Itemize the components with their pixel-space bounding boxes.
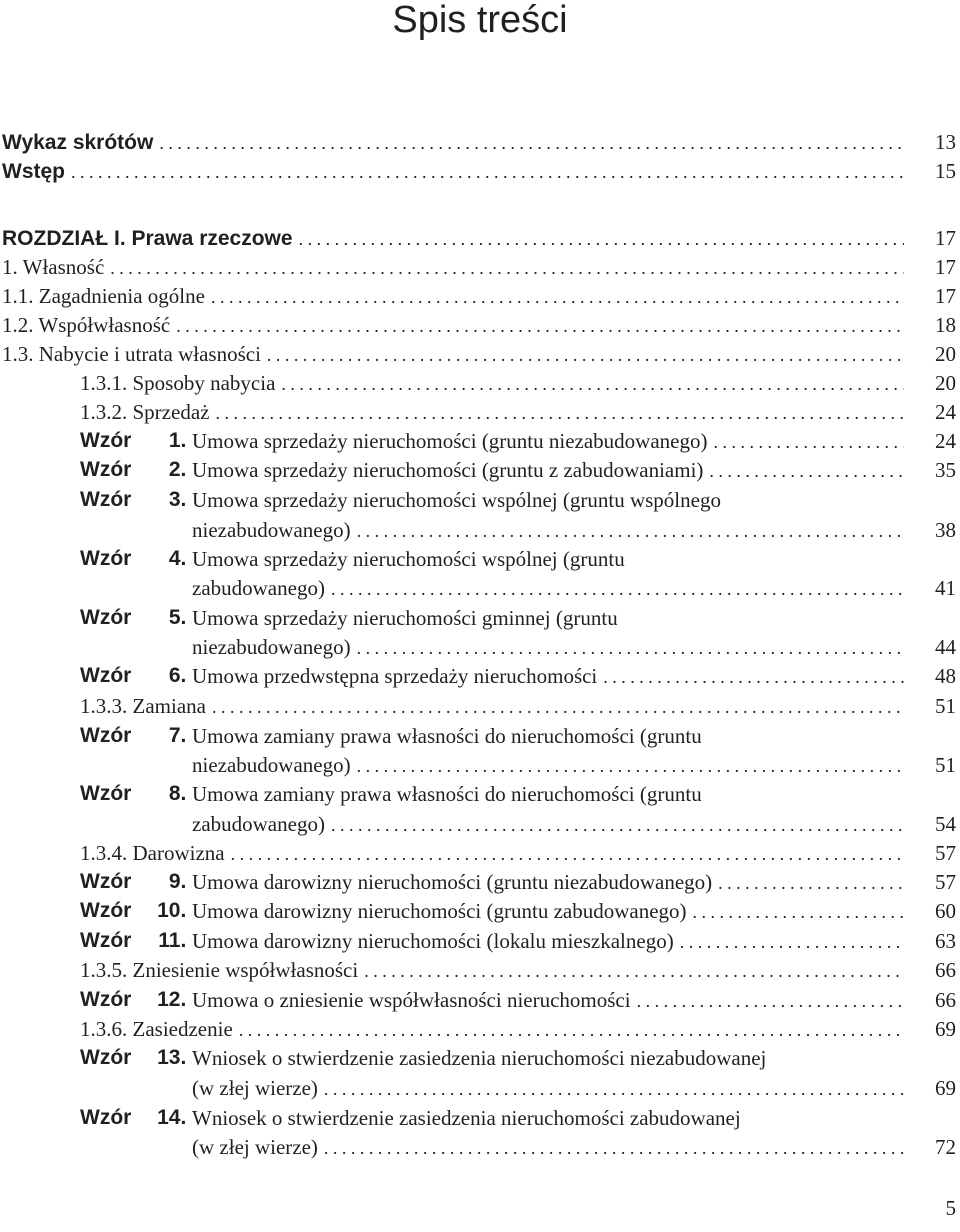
toc-entry-page: 17	[935, 255, 956, 279]
template-number: 12.	[157, 988, 187, 1011]
dot-leader	[693, 902, 904, 923]
toc-entry-page: 66	[935, 988, 956, 1012]
toc-entry[interactable]	[0, 1017, 960, 1046]
dot-leader	[357, 638, 904, 659]
toc-entry-page: 69	[935, 1076, 956, 1100]
toc-template-entry[interactable]	[0, 429, 960, 458]
toc-entry-label: Wniosek o stwierdzenie zasiedzenia nieruchomości niezabudowanej	[192, 1046, 767, 1070]
toc-template-entry[interactable]	[0, 899, 960, 928]
toc-entry-label: Umowa sprzedaży nieruchomości wspólnej (gruntu	[192, 547, 625, 571]
template-prefix: Wzór	[80, 547, 132, 570]
template-prefix: Wzór	[80, 458, 132, 481]
toc-entry-continuation[interactable]	[0, 1076, 960, 1105]
toc-entry-label: Umowa sprzedaży nieruchomości gminnej (gruntu	[192, 606, 618, 630]
dot-leader	[324, 1079, 904, 1100]
dot-leader	[110, 258, 904, 279]
toc-entry-page: 13	[935, 130, 956, 154]
dot-leader	[211, 287, 904, 308]
toc-entry[interactable]	[0, 694, 960, 723]
template-prefix: Wzór	[80, 988, 132, 1011]
toc-template-entry[interactable]	[0, 664, 960, 693]
dot-leader	[71, 162, 904, 183]
dot-leader	[709, 461, 904, 482]
toc-entry-label: Wstęp	[2, 160, 65, 183]
toc-entry-label-cont: (w złej wierze)	[192, 1135, 318, 1159]
toc-entry-label: 1.3.5. Zniesienie współwłasności	[80, 958, 359, 982]
toc-entry[interactable]	[0, 159, 960, 188]
toc-entry-page: 15	[935, 159, 956, 183]
toc-entry-label: Umowa sprzedaży nieruchomości (gruntu niezabudowanego)	[192, 429, 708, 453]
toc-entry-label-cont: zabudowanego)	[192, 812, 325, 836]
template-number: 4.	[168, 547, 187, 570]
template-number: 13.	[157, 1046, 187, 1069]
dot-leader	[215, 403, 904, 424]
toc-entry-label: 1.3.1. Sposoby nabycia	[80, 371, 276, 395]
toc-entry-label: 1.2. Współwłasność	[2, 313, 171, 337]
toc-entry-label: 1.3.3. Zamiana	[80, 694, 206, 718]
toc-entry-page: 60	[935, 899, 956, 923]
toc-entry-label: 1.3.2. Sprzedaż	[80, 400, 210, 424]
toc-entry-page: 17	[935, 226, 956, 250]
toc-entry-label: Umowa przedwstępna sprzedaży nieruchomości	[192, 664, 598, 688]
template-number: 8.	[168, 782, 187, 805]
toc-template-entry[interactable]	[0, 488, 960, 517]
dot-leader	[239, 1020, 904, 1041]
toc-entry-page: 51	[935, 694, 956, 718]
template-number: 11.	[158, 929, 187, 952]
dot-leader	[267, 345, 904, 366]
toc-entry-page: 66	[935, 958, 956, 982]
toc-template-entry[interactable]	[0, 1046, 960, 1075]
template-prefix: Wzór	[80, 1046, 132, 1069]
dot-leader	[231, 844, 904, 865]
toc-entry-page: 57	[935, 870, 956, 894]
toc-entry-label: Umowa o zniesienie współwłasności nieruchomości	[192, 988, 631, 1012]
template-number: 9.	[168, 870, 187, 893]
toc-entry-label: 1.3.6. Zasiedzenie	[80, 1017, 233, 1041]
toc-entry[interactable]	[0, 255, 960, 284]
toc-entry-label: 1.1. Zagadnienia ogólne	[2, 284, 205, 308]
toc-entry-label: ROZDZIAŁ I. Prawa rzeczowe	[2, 227, 293, 250]
toc-template-entry[interactable]	[0, 988, 960, 1017]
template-number: 2.	[168, 458, 187, 481]
toc-entry-page: 69	[935, 1017, 956, 1041]
dot-leader	[637, 991, 904, 1012]
template-number: 14.	[157, 1106, 187, 1129]
toc-template-entry[interactable]	[0, 547, 960, 576]
toc-entry[interactable]	[0, 400, 960, 429]
toc-entry[interactable]	[0, 342, 960, 371]
toc-template-entry[interactable]	[0, 870, 960, 899]
toc-entry-page: 24	[935, 429, 956, 453]
dot-leader	[680, 932, 904, 953]
template-prefix: Wzór	[80, 429, 132, 452]
dot-leader	[324, 1138, 904, 1159]
dot-leader	[159, 133, 904, 154]
toc-entry-label: Umowa darowizny nieruchomości (gruntu zabudowanego)	[192, 899, 687, 923]
toc-entry-page: 63	[935, 929, 956, 953]
template-number: 6.	[168, 664, 187, 687]
toc-entry-page: 54	[935, 812, 956, 836]
toc-entry-page: 18	[935, 313, 956, 337]
toc-entry-continuation[interactable]	[0, 812, 960, 841]
toc-entry[interactable]	[0, 371, 960, 400]
toc-entry-label: Umowa sprzedaży nieruchomości (gruntu z zabudowaniami)	[192, 458, 704, 482]
dot-leader	[718, 873, 904, 894]
toc-entry-page: 24	[935, 400, 956, 424]
template-prefix: Wzór	[80, 1106, 132, 1129]
toc-entry[interactable]	[0, 841, 960, 870]
toc-entry-continuation[interactable]	[0, 635, 960, 664]
toc-entry-continuation[interactable]	[0, 518, 960, 547]
toc-template-entry[interactable]	[0, 929, 960, 958]
template-number: 7.	[168, 724, 187, 747]
toc-entry-label: Umowa sprzedaży nieruchomości wspólnej (gruntu wspólnego	[192, 488, 721, 512]
template-number: 1.	[168, 429, 187, 452]
toc-entry-label: Wniosek o stwierdzenie zasiedzenia nieruchomości zabudowanej	[192, 1106, 741, 1130]
toc-entry-page: 72	[935, 1135, 956, 1159]
toc-template-entry[interactable]	[0, 606, 960, 635]
template-number: 3.	[168, 488, 187, 511]
dot-leader	[603, 667, 904, 688]
toc-entry-page: 51	[935, 753, 956, 777]
dot-leader	[357, 521, 904, 542]
toc-entry-label-cont: zabudowanego)	[192, 576, 325, 600]
toc-template-entry[interactable]	[0, 458, 960, 487]
template-prefix: Wzór	[80, 606, 132, 629]
toc-entry-continuation[interactable]	[0, 753, 960, 782]
toc-entry-label: Umowa zamiany prawa własności do nieruchomości (gruntu	[192, 724, 702, 748]
toc-entry-label: Umowa darowizny nieruchomości (gruntu niezabudowanego)	[192, 870, 713, 894]
dot-leader	[331, 579, 904, 600]
toc-entry-page: 57	[935, 841, 956, 865]
toc-entry-page: 38	[935, 518, 956, 542]
toc-entry-label: 1.3. Nabycie i utrata własności	[2, 342, 261, 366]
toc-entry-continuation[interactable]	[0, 576, 960, 605]
toc-entry-label-cont: niezabudowanego)	[192, 518, 351, 542]
template-prefix: Wzór	[80, 782, 132, 805]
dot-leader	[331, 815, 904, 836]
template-prefix: Wzór	[80, 664, 132, 687]
toc-entry-continuation[interactable]	[0, 1135, 960, 1164]
template-number: 5.	[168, 606, 187, 629]
toc-entry[interactable]	[0, 284, 960, 313]
template-number: 10.	[157, 899, 187, 922]
toc-entry-label: 1.3.4. Darowizna	[80, 841, 225, 865]
toc-entry-page: 20	[935, 371, 956, 395]
template-prefix: Wzór	[80, 870, 132, 893]
template-prefix: Wzór	[80, 488, 132, 511]
toc-entry-label-cont: niezabudowanego)	[192, 753, 351, 777]
toc-entry-page: 48	[935, 664, 956, 688]
toc-entry-page: 17	[935, 284, 956, 308]
dot-leader	[364, 961, 904, 982]
toc-template-entry[interactable]	[0, 1106, 960, 1135]
dot-leader	[176, 316, 904, 337]
toc-entry-page: 20	[935, 342, 956, 366]
toc-entry-label-cont: (w złej wierze)	[192, 1076, 318, 1100]
toc-entry[interactable]	[0, 130, 960, 159]
toc-entry-page: 41	[935, 576, 956, 600]
dot-leader	[357, 756, 904, 777]
toc-entry-label: 1. Własność	[2, 255, 105, 279]
toc-entry-label-cont: niezabudowanego)	[192, 635, 351, 659]
page-number: 5	[945, 1196, 956, 1220]
toc-entry-label: Umowa zamiany prawa własności do nieruchomości (gruntu	[192, 782, 702, 806]
toc-entry[interactable]	[0, 226, 960, 255]
page-title: Spis treści	[392, 0, 568, 41]
template-prefix: Wzór	[80, 929, 132, 952]
toc-template-entry[interactable]	[0, 782, 960, 811]
dot-leader	[281, 374, 904, 395]
toc-entry[interactable]	[0, 313, 960, 342]
toc-entry-label: Umowa darowizny nieruchomości (lokalu mieszkalnego)	[192, 929, 674, 953]
toc-template-entry[interactable]	[0, 724, 960, 753]
dot-leader	[713, 432, 904, 453]
toc-entry[interactable]	[0, 958, 960, 987]
dot-leader	[299, 229, 904, 250]
dot-leader	[212, 697, 904, 718]
toc-entry-page: 35	[935, 458, 956, 482]
template-prefix: Wzór	[80, 899, 132, 922]
toc-entry-page: 44	[935, 635, 956, 659]
template-prefix: Wzór	[80, 724, 132, 747]
toc-entry-label: Wykaz skrótów	[2, 131, 154, 154]
